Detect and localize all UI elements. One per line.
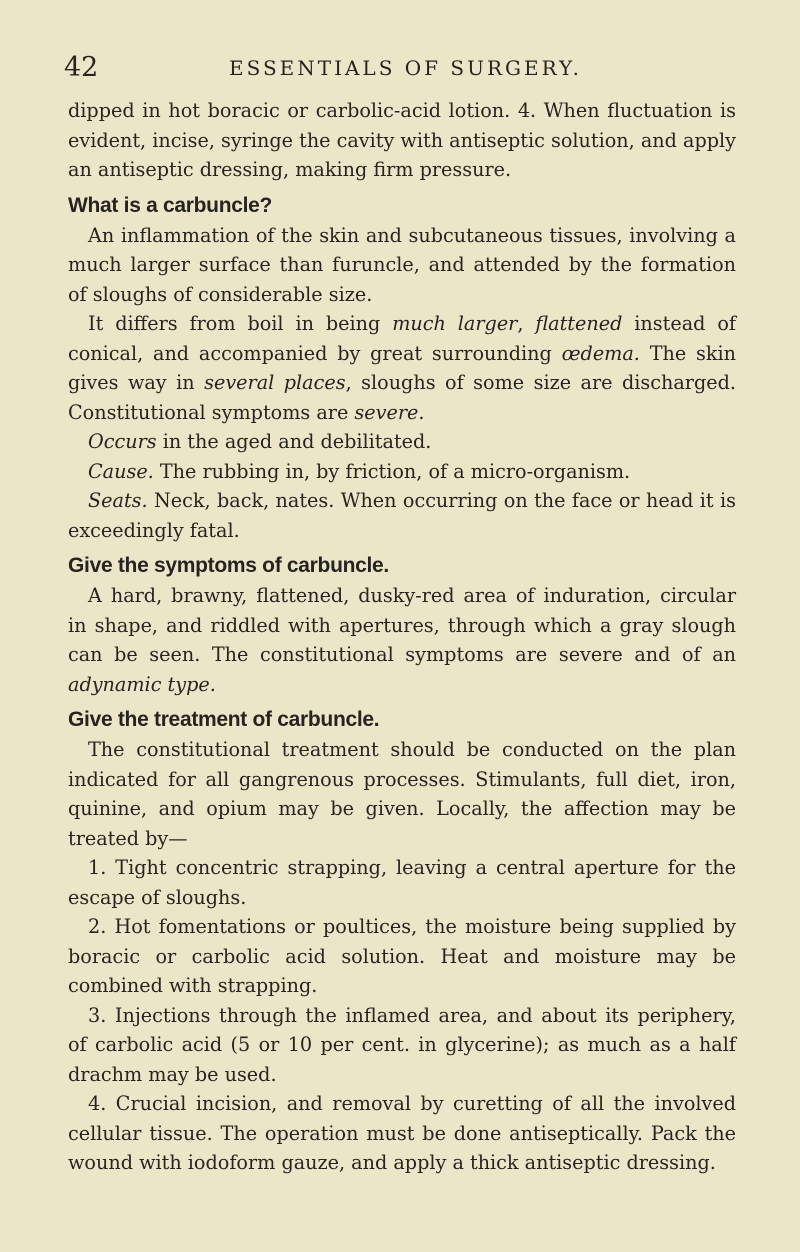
page-body — [68, 96, 736, 1178]
page-number: 42 — [64, 52, 99, 83]
emphasis: much larger — [392, 312, 518, 335]
text-run: A hard, brawny, flattened, dusky-red area of induration, circular in shape, and riddled with apertures, through which a gray slough can be seen. The constitutional symptoms are severe and of an — [68, 584, 736, 666]
emphasis: œdema. — [561, 341, 640, 365]
emphasis: adynamic type. — [68, 672, 216, 696]
page-header — [64, 48, 764, 88]
emphasis: Occurs — [88, 430, 157, 453]
question-heading-treatment: Give the treatment of carbuncle. — [68, 708, 380, 731]
text-run: , — [517, 312, 536, 335]
text-run: The rubbing in, by friction, of a micro-organism. — [153, 459, 631, 483]
text-run: , sloughs of some size are discharged. Constitutional symptoms are — [68, 371, 736, 424]
text-run: instead of conical, and accompanied by great surrounding — [68, 312, 736, 365]
carbuncle-cause — [68, 457, 736, 487]
treatment-item: 3. Injections through the inflamed area, and about its periphery, of carbolic acid (5 or 10 per cent. in glycerine); as much as a half drachm may be used. — [68, 1003, 736, 1086]
treatment-item: 1. Tight concentric strapping, leaving a central aperture for the escape of sloughs. — [68, 856, 736, 909]
text-run: in the aged and debilitated. — [156, 430, 432, 453]
running-title: ESSENTIALS OF SURGERY. — [229, 56, 583, 80]
intro-paragraph: dipped in hot boracic or carbolic-acid lotion. 4. When fluctuation is evident, incise, syringe the cavity with antiseptic solution, and apply an antiseptic dressing, making firm pressure. — [68, 99, 736, 181]
emphasis: Seats. — [88, 489, 148, 512]
treatment-item: 4. Crucial incision, and removal by curetting of all the involved cellular tissue. The operation must be done antiseptically. Pack the wound with iodoform gauze, and apply a thick antiseptic dressing. — [68, 1092, 736, 1174]
emphasis: severe. — [354, 400, 425, 424]
carbuncle-differences — [68, 309, 736, 427]
emphasis: Cause. — [88, 459, 154, 483]
question-heading-carbuncle: What is a carbuncle? — [68, 193, 273, 217]
emphasis: several places — [204, 371, 346, 394]
text-run: The skin gives way in — [68, 341, 736, 394]
text-run: Neck, back, nates. When occurring on the face or head it is exceedingly fatal. — [68, 489, 736, 542]
emphasis: flattened — [535, 312, 623, 335]
carbuncle-seats — [68, 486, 736, 545]
symptoms-paragraph — [68, 581, 736, 699]
carbuncle-definition: An inflammation of the skin and subcutaneous tissues, involving a much larger surface than furuncle, and attended by the formation of sloughs of considerable size. — [68, 223, 736, 306]
treatment-paragraph: The constitutional treatment should be conducted on the plan indicated for all gangrenous processes. Stimulants, full diet, iron, quinine, and opium may be given. Locally, the affection may be treated by— — [68, 738, 736, 850]
carbuncle-occurs — [68, 427, 736, 457]
treatment-item: 2. Hot fomentations or poultices, the moisture being supplied by boracic or carbolic acid solution. Heat and moisture may be combined with strapping. — [68, 915, 736, 997]
question-heading-symptoms: Give the symptoms of carbuncle. — [68, 554, 389, 577]
text-run: It differs from boil in being — [88, 312, 393, 335]
